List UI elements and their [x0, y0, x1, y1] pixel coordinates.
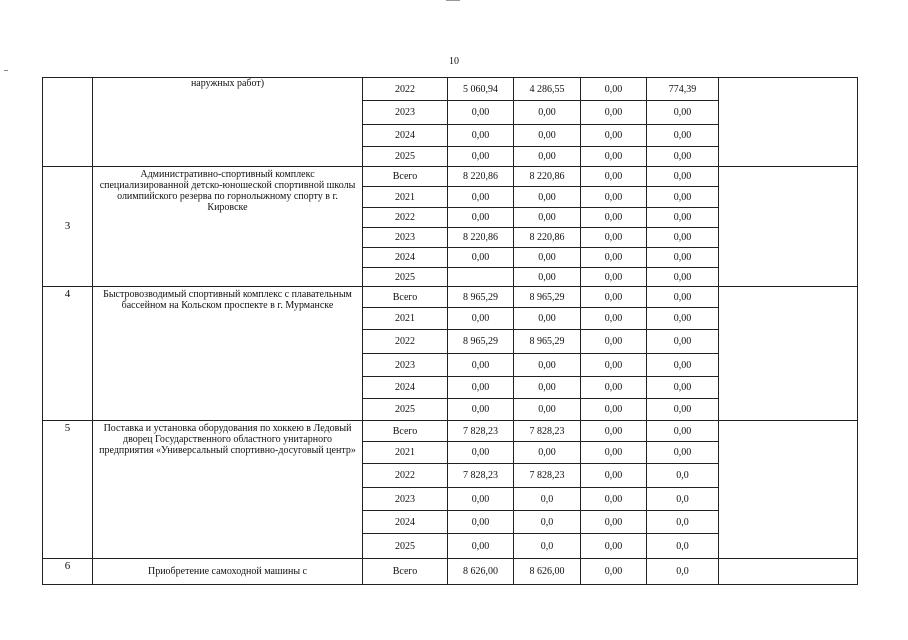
year-cell: 2025	[363, 534, 448, 559]
table-row	[43, 559, 858, 585]
object-name-cell: Приобретение самоходной машины с	[93, 559, 363, 585]
regional-cell: 0,00	[581, 488, 647, 511]
regional-cell: 0,00	[581, 308, 647, 330]
note-cell	[719, 421, 858, 559]
federal-cell: 0,00	[514, 187, 581, 208]
page-number: 10	[449, 56, 459, 67]
federal-cell: 8 965,29	[514, 330, 581, 354]
regional-cell: 0,00	[581, 377, 647, 399]
municipal-cell: 0,00	[647, 330, 719, 354]
regional-cell: 0,00	[581, 268, 647, 287]
regional-cell: 0,00	[581, 534, 647, 559]
federal-cell: 0,0	[514, 488, 581, 511]
total-cell: 8 626,00	[448, 559, 514, 585]
total-cell: 0,00	[448, 308, 514, 330]
federal-cell: 0,00	[514, 442, 581, 464]
object-name-cell: наружных работ)	[93, 78, 363, 167]
municipal-cell: 0,00	[647, 354, 719, 377]
regional-cell: 0,00	[581, 125, 647, 147]
total-cell: 0,00	[448, 248, 514, 268]
total-cell: 7 828,23	[448, 421, 514, 442]
total-cell: 8 220,86	[448, 167, 514, 187]
year-cell: 2022	[363, 78, 448, 101]
total-cell: 0,00	[448, 101, 514, 125]
municipal-cell: 0,00	[647, 377, 719, 399]
total-cell: 0,00	[448, 354, 514, 377]
regional-cell: 0,00	[581, 511, 647, 534]
year-cell: 2024	[363, 248, 448, 268]
regional-cell: 0,00	[581, 228, 647, 248]
total-cell: 0,00	[448, 208, 514, 228]
year-cell: Всего	[363, 421, 448, 442]
row-number-cell: 5	[43, 421, 93, 559]
municipal-cell: 0,00	[647, 228, 719, 248]
municipal-cell: 0,0	[647, 488, 719, 511]
year-cell: 2021	[363, 442, 448, 464]
municipal-cell: 774,39	[647, 78, 719, 101]
federal-cell: 8 626,00	[514, 559, 581, 585]
federal-cell: 0,00	[514, 377, 581, 399]
federal-cell: 0,0	[514, 534, 581, 559]
year-cell: 2021	[363, 187, 448, 208]
municipal-cell: 0,00	[647, 268, 719, 287]
table-row	[43, 287, 858, 308]
row-number-cell	[43, 78, 93, 167]
year-cell: 2025	[363, 399, 448, 421]
total-cell: 5 060,94	[448, 78, 514, 101]
budget-table	[42, 77, 858, 585]
table-row	[43, 421, 858, 442]
row-number-cell: 4	[43, 287, 93, 421]
federal-cell: 8 965,29	[514, 287, 581, 308]
regional-cell: 0,00	[581, 330, 647, 354]
total-cell: 0,00	[448, 125, 514, 147]
note-cell	[719, 559, 858, 585]
regional-cell: 0,00	[581, 208, 647, 228]
federal-cell: 8 220,86	[514, 167, 581, 187]
regional-cell: 0,00	[581, 354, 647, 377]
year-cell: 2024	[363, 125, 448, 147]
total-cell: 0,00	[448, 399, 514, 421]
note-cell	[719, 287, 858, 421]
federal-cell: 0,00	[514, 147, 581, 167]
federal-cell: 0,0	[514, 511, 581, 534]
federal-cell: 7 828,23	[514, 421, 581, 442]
year-cell: 2023	[363, 228, 448, 248]
federal-cell: 0,00	[514, 399, 581, 421]
page-top-mark	[446, 0, 460, 1]
year-cell: 2023	[363, 354, 448, 377]
year-cell: 2022	[363, 330, 448, 354]
regional-cell: 0,00	[581, 248, 647, 268]
municipal-cell: 0,00	[647, 399, 719, 421]
regional-cell: 0,00	[581, 399, 647, 421]
regional-cell: 0,00	[581, 442, 647, 464]
row-number-cell: 3	[43, 167, 93, 287]
year-cell: 2025	[363, 147, 448, 167]
federal-cell: 0,00	[514, 268, 581, 287]
municipal-cell: 0,0	[647, 464, 719, 488]
total-cell: 8 220,86	[448, 228, 514, 248]
row-number-cell: 6	[43, 559, 93, 585]
federal-cell: 0,00	[514, 354, 581, 377]
total-cell: 8 965,29	[448, 330, 514, 354]
municipal-cell: 0,00	[647, 308, 719, 330]
municipal-cell: 0,00	[647, 442, 719, 464]
year-cell: 2021	[363, 308, 448, 330]
federal-cell: 4 286,55	[514, 78, 581, 101]
year-cell: 2023	[363, 488, 448, 511]
regional-cell: 0,00	[581, 167, 647, 187]
note-cell	[719, 78, 858, 167]
federal-cell: 7 828,23	[514, 464, 581, 488]
object-name-cell: Административно-спортивный комплекс специализированной детско-юношеской спортивной школы олимпийского резерва по горнолыжному спорту в г. Кировске	[93, 167, 363, 287]
total-cell: 0,00	[448, 187, 514, 208]
total-cell: 0,00	[448, 534, 514, 559]
federal-cell: 0,00	[514, 208, 581, 228]
municipal-cell: 0,00	[647, 187, 719, 208]
table-row	[43, 167, 858, 187]
year-cell: 2022	[363, 464, 448, 488]
total-cell: 7 828,23	[448, 464, 514, 488]
regional-cell: 0,00	[581, 147, 647, 167]
total-cell: 0,00	[448, 511, 514, 534]
regional-cell: 0,00	[581, 421, 647, 442]
regional-cell: 0,00	[581, 559, 647, 585]
federal-cell: 0,00	[514, 101, 581, 125]
scan-mark	[4, 70, 8, 71]
municipal-cell: 0,00	[647, 421, 719, 442]
table-row	[43, 78, 858, 101]
regional-cell: 0,00	[581, 187, 647, 208]
year-cell: 2022	[363, 208, 448, 228]
total-cell: 0,00	[448, 442, 514, 464]
municipal-cell: 0,00	[647, 248, 719, 268]
year-cell: Всего	[363, 287, 448, 308]
regional-cell: 0,00	[581, 287, 647, 308]
total-cell: 8 965,29	[448, 287, 514, 308]
municipal-cell: 0,00	[647, 101, 719, 125]
municipal-cell: 0,00	[647, 287, 719, 308]
note-cell	[719, 167, 858, 287]
federal-cell: 0,00	[514, 248, 581, 268]
regional-cell: 0,00	[581, 101, 647, 125]
year-cell: 2025	[363, 268, 448, 287]
municipal-cell: 0,00	[647, 147, 719, 167]
federal-cell: 0,00	[514, 125, 581, 147]
total-cell: 0,00	[448, 147, 514, 167]
municipal-cell: 0,0	[647, 534, 719, 559]
total-cell: 0,00	[448, 377, 514, 399]
federal-cell: 0,00	[514, 308, 581, 330]
municipal-cell: 0,0	[647, 511, 719, 534]
year-cell: 2024	[363, 511, 448, 534]
object-name-cell: Быстровозводимый спортивный комплекс с плавательным бассейном на Кольском проспекте в г. Мурманске	[93, 287, 363, 421]
year-cell: Всего	[363, 559, 448, 585]
municipal-cell: 0,00	[647, 167, 719, 187]
federal-cell: 8 220,86	[514, 228, 581, 248]
object-name-cell: Поставка и установка оборудования по хоккею в Ледовый дворец Государственного областного унитарного предприятия «Универсальный спортивно-досуговый центр»	[93, 421, 363, 559]
total-cell	[448, 268, 514, 287]
municipal-cell: 0,0	[647, 559, 719, 585]
year-cell: 2024	[363, 377, 448, 399]
total-cell: 0,00	[448, 488, 514, 511]
municipal-cell: 0,00	[647, 208, 719, 228]
regional-cell: 0,00	[581, 464, 647, 488]
year-cell: Всего	[363, 167, 448, 187]
regional-cell: 0,00	[581, 78, 647, 101]
year-cell: 2023	[363, 101, 448, 125]
municipal-cell: 0,00	[647, 125, 719, 147]
